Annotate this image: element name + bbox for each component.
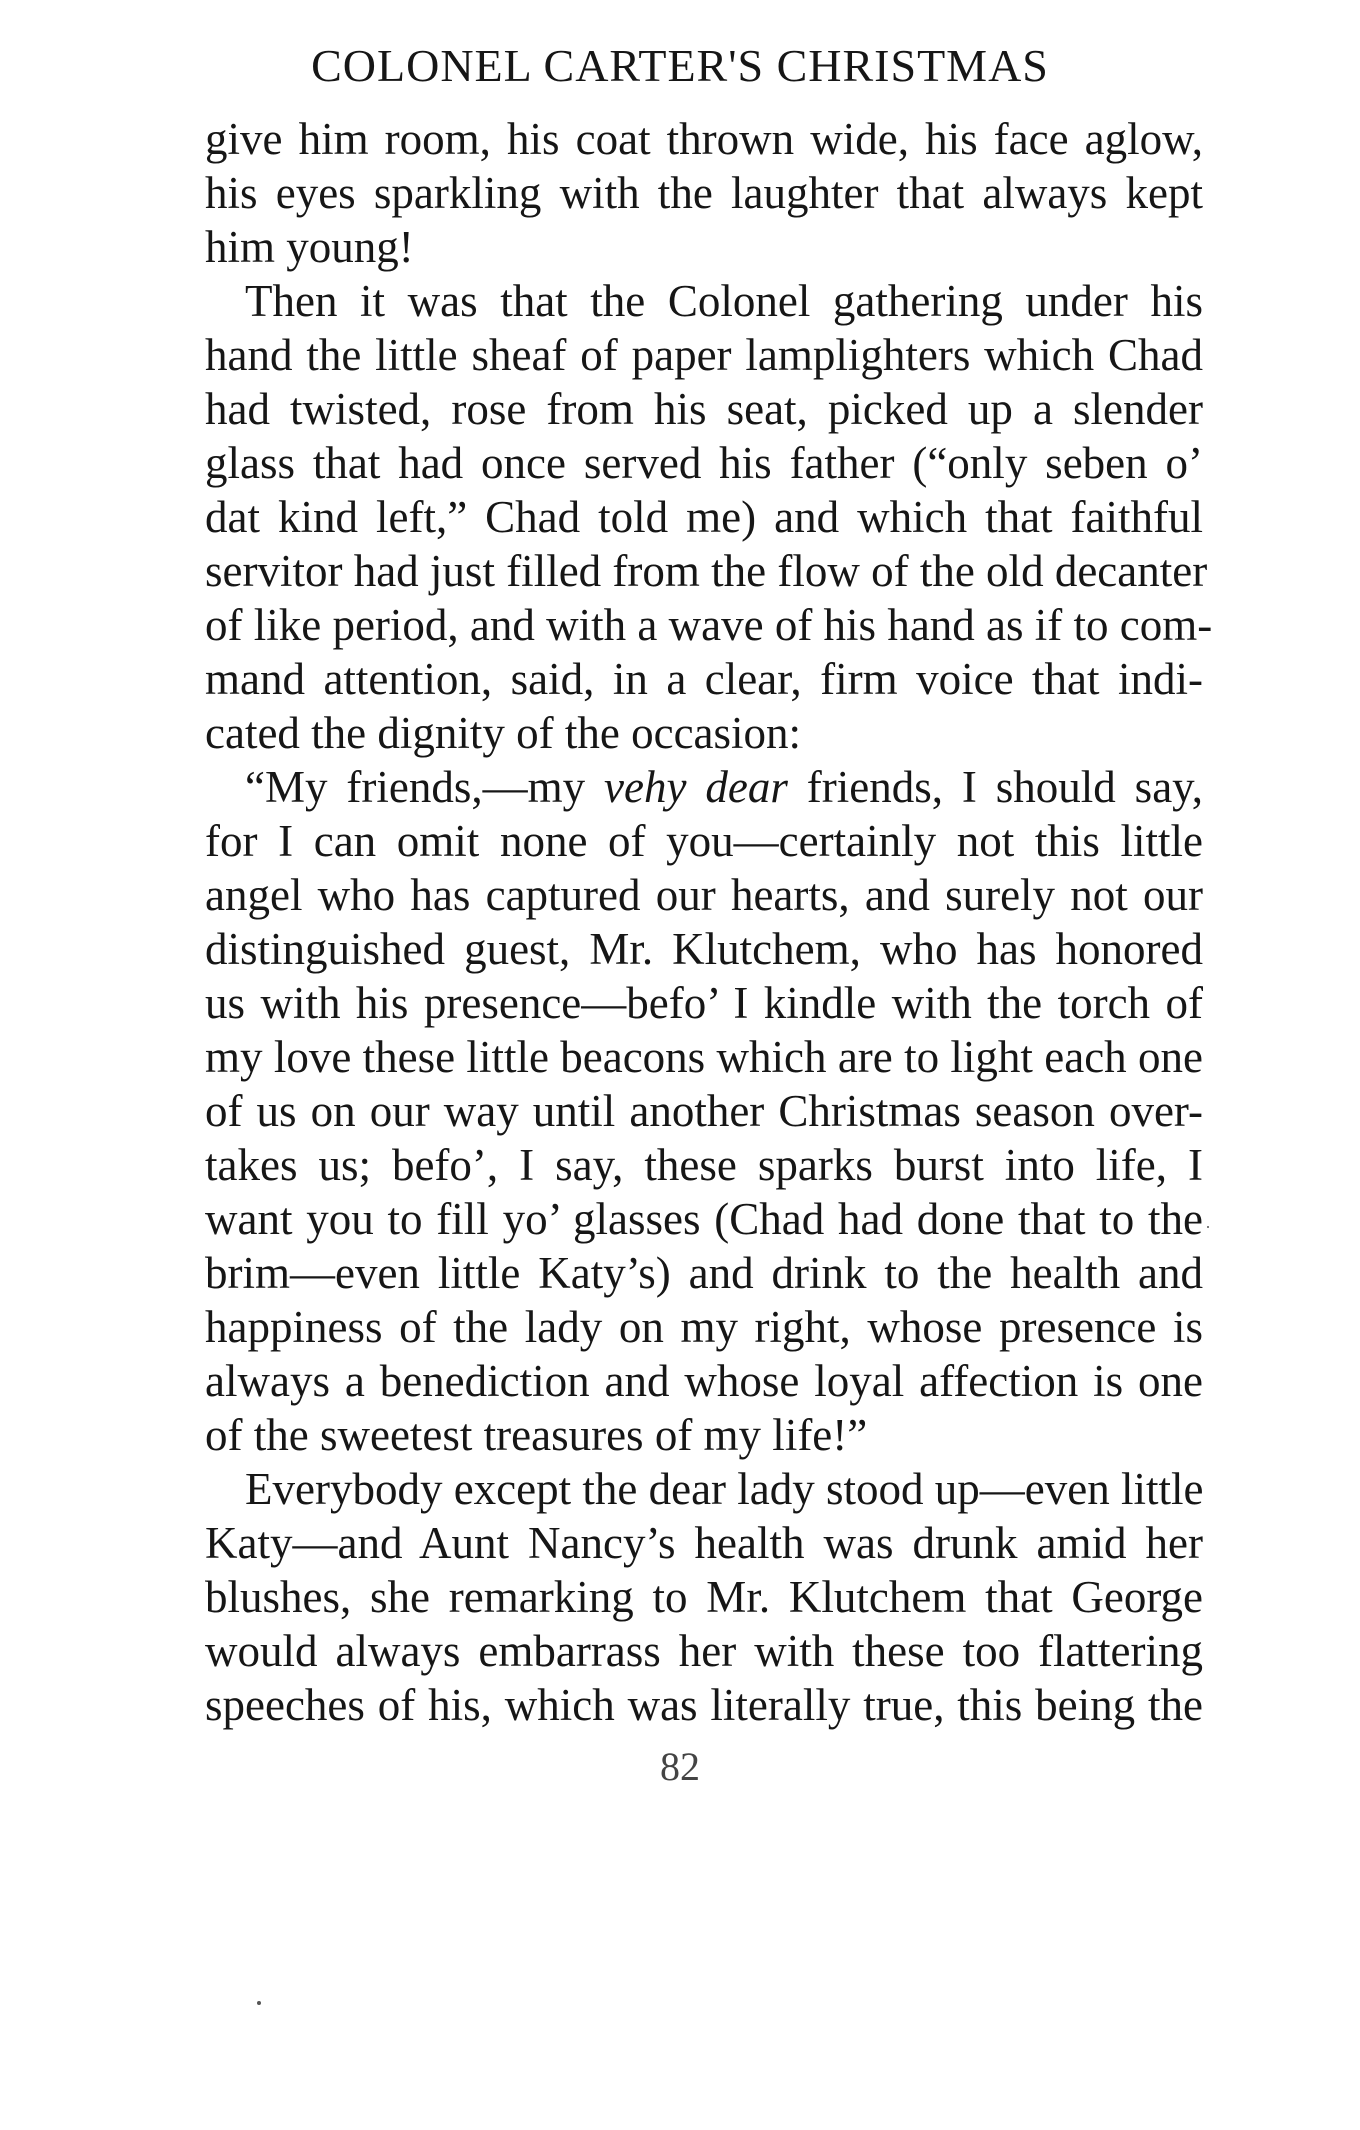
text-line-30: speeches of his, which was literally true, this being the — [205, 1680, 1203, 1730]
text-line-21: want you to fill yo’ glasses (Chad had done that to the — [205, 1194, 1203, 1244]
text-line-19: of us on our way until another Christmas season over- — [205, 1086, 1203, 1136]
text-line-12: cated the dignity of the occasion: — [205, 708, 802, 758]
text-line-15: angel who has captured our hearts, and surely not our — [205, 870, 1203, 920]
text-line-11: mand attention, said, in a clear, firm voice that indi- — [205, 654, 1203, 704]
scan-speck — [1207, 1226, 1209, 1228]
text-line-13-content: “My friends,—my vehy dear friends, I should say, — [245, 762, 1203, 812]
text-line-9: servitor had just filled from the flow of the old decanter — [205, 546, 1208, 596]
running-head: COLONEL CARTER'S CHRISTMAS — [311, 40, 1049, 91]
text-line-20: takes us; befo’, I say, these sparks burst into life, I — [205, 1140, 1203, 1190]
text-line-2: his eyes sparkling with the laughter that always kept — [205, 168, 1203, 218]
text-line-3: him young! — [205, 222, 414, 272]
page-number: 82 — [660, 1744, 700, 1789]
text-line-13 — [245, 760, 1203, 814]
text-line-26: Everybody except the dear lady stood up—even little — [245, 1464, 1204, 1514]
text-line-5: hand the little sheaf of paper lamplighters which Chad — [205, 330, 1203, 380]
text-line-8: dat kind left,” Chad told me) and which that faithful — [205, 492, 1203, 542]
text-line-10: of like period, and with a wave of his hand as if to com- — [205, 600, 1213, 650]
text-line-25: of the sweetest treasures of my life!” — [205, 1410, 868, 1460]
scan-speck — [257, 2001, 261, 2005]
text-line-18: my love these little beacons which are to light each one — [205, 1032, 1203, 1082]
text-line-24: always a benediction and whose loyal affection is one — [205, 1356, 1203, 1406]
text-line-16: distinguished guest, Mr. Klutchem, who has honored — [205, 924, 1203, 974]
text-line-4: Then it was that the Colonel gathering under his — [245, 276, 1203, 326]
text-line-29: would always embarrass her with these too flattering — [205, 1626, 1203, 1676]
text-line-6: had twisted, rose from his seat, picked up a slender — [205, 384, 1203, 434]
text-line-27: Katy—and Aunt Nancy’s health was drunk amid her — [205, 1518, 1203, 1568]
text-line-28: blushes, she remarking to Mr. Klutchem that George — [205, 1572, 1203, 1622]
text-line-1: give him room, his coat thrown wide, his face aglow, — [205, 114, 1203, 164]
text-line-14: for I can omit none of you—certainly not this little — [205, 816, 1203, 866]
text-line-7: glass that had once served his father (“only seben o’ — [205, 438, 1203, 488]
text-line-22: brim—even little Katy’s) and drink to the health and — [205, 1248, 1203, 1298]
text-line-17: us with his presence—befo’ I kindle with the torch of — [205, 978, 1203, 1028]
text-line-23: happiness of the lady on my right, whose presence is — [205, 1302, 1203, 1352]
